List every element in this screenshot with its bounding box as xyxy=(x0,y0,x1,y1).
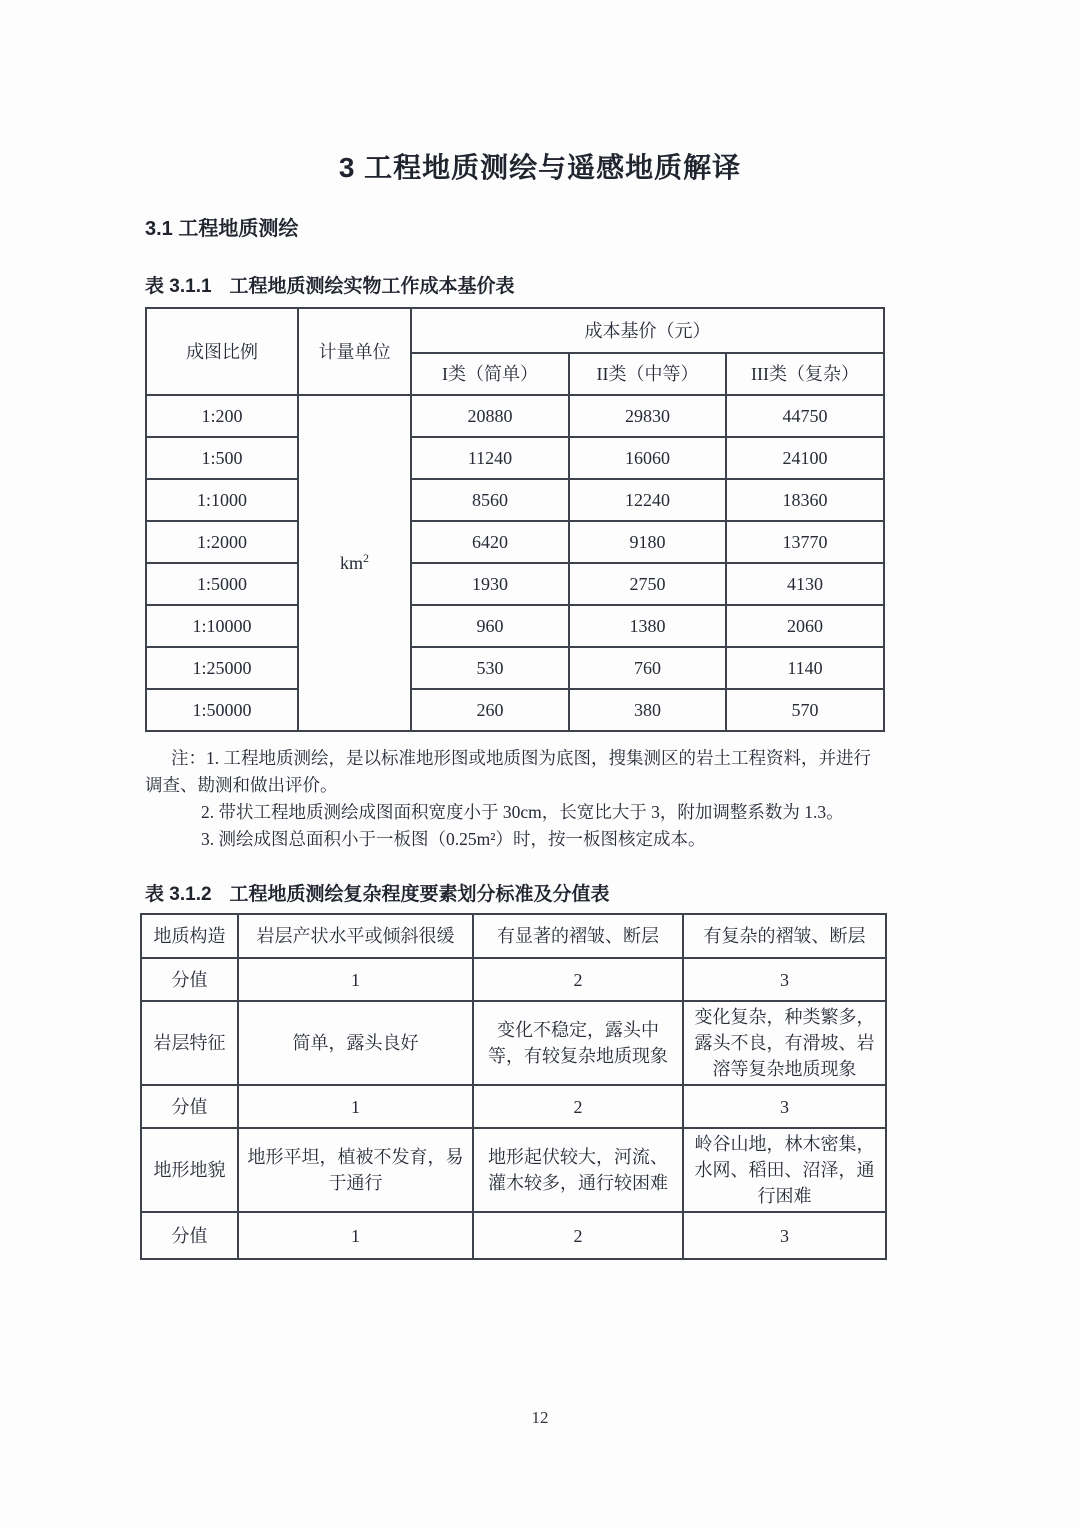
criteria-cell: 岩层产状水平或倾斜很缓 xyxy=(238,914,473,958)
col-header-unit: 计量单位 xyxy=(298,308,411,395)
scale-cell: 1:1000 xyxy=(146,479,298,521)
factor-label-cell: 岩层特征 xyxy=(141,1001,238,1085)
col-header-cost-group: 成本基价（元） xyxy=(411,308,884,353)
cost-cell: 24100 xyxy=(726,437,884,479)
criteria-cell: 简单，露头良好 xyxy=(238,1001,473,1085)
cost-cell: 760 xyxy=(569,647,726,689)
cost-cell: 13770 xyxy=(726,521,884,563)
table-row xyxy=(146,479,884,521)
cost-cell: 8560 xyxy=(411,479,569,521)
section-heading: 3.1 工程地质测绘 xyxy=(145,218,299,240)
cost-cell: 570 xyxy=(726,689,884,731)
table1-notes xyxy=(145,745,980,853)
col-header-class3: III类（复杂） xyxy=(726,353,884,395)
cost-base-price-table xyxy=(145,307,885,732)
scale-cell: 1:500 xyxy=(146,437,298,479)
col-header-class2: II类（中等） xyxy=(569,353,726,395)
score-cell: 1 xyxy=(238,1085,473,1128)
note-line: 2. 带状工程地质测绘成图面积宽度小于 30cm，长宽比大于 3，附加调整系数为 1.3。 xyxy=(201,802,844,822)
score-cell: 2 xyxy=(473,1212,683,1259)
cost-cell: 6420 xyxy=(411,521,569,563)
unit-cell xyxy=(298,395,411,731)
table-row xyxy=(146,647,884,689)
scale-cell: 1:50000 xyxy=(146,689,298,731)
cost-cell: 960 xyxy=(411,605,569,647)
page-number: 12 xyxy=(531,1408,549,1427)
col-header-class1: I类（简单） xyxy=(411,353,569,395)
table-row xyxy=(146,521,884,563)
chapter-title: 3 工程地质测绘与遥感地质解译 xyxy=(338,152,742,183)
factor-label-cell: 地形地貌 xyxy=(141,1128,238,1212)
cost-cell: 1380 xyxy=(569,605,726,647)
note-line: 3. 测绘成图总面积小于一板图（0.25m²）时，按一板图核定成本。 xyxy=(201,829,706,849)
cost-cell: 29830 xyxy=(569,395,726,437)
score-cell: 2 xyxy=(473,1085,683,1128)
score-cell: 3 xyxy=(683,1085,886,1128)
factor-label-cell: 地质构造 xyxy=(141,914,238,958)
score-cell: 1 xyxy=(238,1212,473,1259)
table-row xyxy=(141,914,886,958)
table-row xyxy=(146,395,884,437)
criteria-cell: 变化不稳定，露头中等，有较复杂地质现象 xyxy=(473,1001,683,1085)
cost-cell: 260 xyxy=(411,689,569,731)
score-label-cell: 分值 xyxy=(141,1212,238,1259)
table-row xyxy=(146,689,884,731)
criteria-cell: 有显著的褶皱、断层 xyxy=(473,914,683,958)
cost-cell: 11240 xyxy=(411,437,569,479)
table-row xyxy=(141,958,886,1001)
table1-header-row-1 xyxy=(146,308,884,353)
complexity-factor-table xyxy=(140,913,887,1260)
cost-cell: 1140 xyxy=(726,647,884,689)
col-header-scale: 成图比例 xyxy=(146,308,298,395)
table2-caption-label: 表 3.1.2 xyxy=(145,884,212,905)
score-label-cell: 分值 xyxy=(141,1085,238,1128)
note-line: 调查、勘测和做出评价。 xyxy=(145,775,338,795)
table-row xyxy=(141,1212,886,1259)
table-row xyxy=(141,1085,886,1128)
cost-cell: 44750 xyxy=(726,395,884,437)
criteria-cell: 地形平坦，植被不发育，易于通行 xyxy=(238,1128,473,1212)
unit-value: km xyxy=(339,553,363,573)
score-cell: 2 xyxy=(473,958,683,1001)
cost-cell: 530 xyxy=(411,647,569,689)
scale-cell: 1:200 xyxy=(146,395,298,437)
score-cell: 3 xyxy=(683,958,886,1001)
cost-cell: 1930 xyxy=(411,563,569,605)
scale-cell: 1:10000 xyxy=(146,605,298,647)
cost-cell: 18360 xyxy=(726,479,884,521)
cost-cell: 2750 xyxy=(569,563,726,605)
cost-cell: 9180 xyxy=(569,521,726,563)
scale-cell: 1:5000 xyxy=(146,563,298,605)
cost-cell: 12240 xyxy=(569,479,726,521)
criteria-cell: 岭谷山地，林木密集，水网、稻田、沼泽，通行困难 xyxy=(683,1128,886,1212)
score-cell: 3 xyxy=(683,1212,886,1259)
table2-caption xyxy=(145,879,1080,906)
cost-cell: 2060 xyxy=(726,605,884,647)
criteria-cell: 有复杂的褶皱、断层 xyxy=(683,914,886,958)
table-row xyxy=(141,1001,886,1085)
table-row xyxy=(141,1128,886,1212)
cost-cell: 4130 xyxy=(726,563,884,605)
unit-exponent: 2 xyxy=(363,551,369,565)
cost-cell: 16060 xyxy=(569,437,726,479)
criteria-cell: 变化复杂，种类繁多，露头不良，有滑坡、岩溶等复杂地质现象 xyxy=(683,1001,886,1085)
note-line: 注：1. 工程地质测绘，是以标准地形图或地质图为底图，搜集测区的岩土工程资料，并进行 xyxy=(171,748,871,768)
table1-caption xyxy=(145,271,1080,298)
table2-caption-title: 工程地质测绘复杂程度要素划分标准及分值表 xyxy=(229,884,610,905)
scale-cell: 1:2000 xyxy=(146,521,298,563)
table-row xyxy=(146,605,884,647)
table-row xyxy=(146,437,884,479)
scale-cell: 1:25000 xyxy=(146,647,298,689)
table1-caption-label: 表 3.1.1 xyxy=(145,276,212,297)
cost-cell: 380 xyxy=(569,689,726,731)
score-cell: 1 xyxy=(238,958,473,1001)
score-label-cell: 分值 xyxy=(141,958,238,1001)
cost-cell: 20880 xyxy=(411,395,569,437)
criteria-cell: 地形起伏较大，河流、灌木较多，通行较困难 xyxy=(473,1128,683,1212)
table1-caption-title: 工程地质测绘实物工作成本基价表 xyxy=(229,276,515,297)
table-row xyxy=(146,563,884,605)
